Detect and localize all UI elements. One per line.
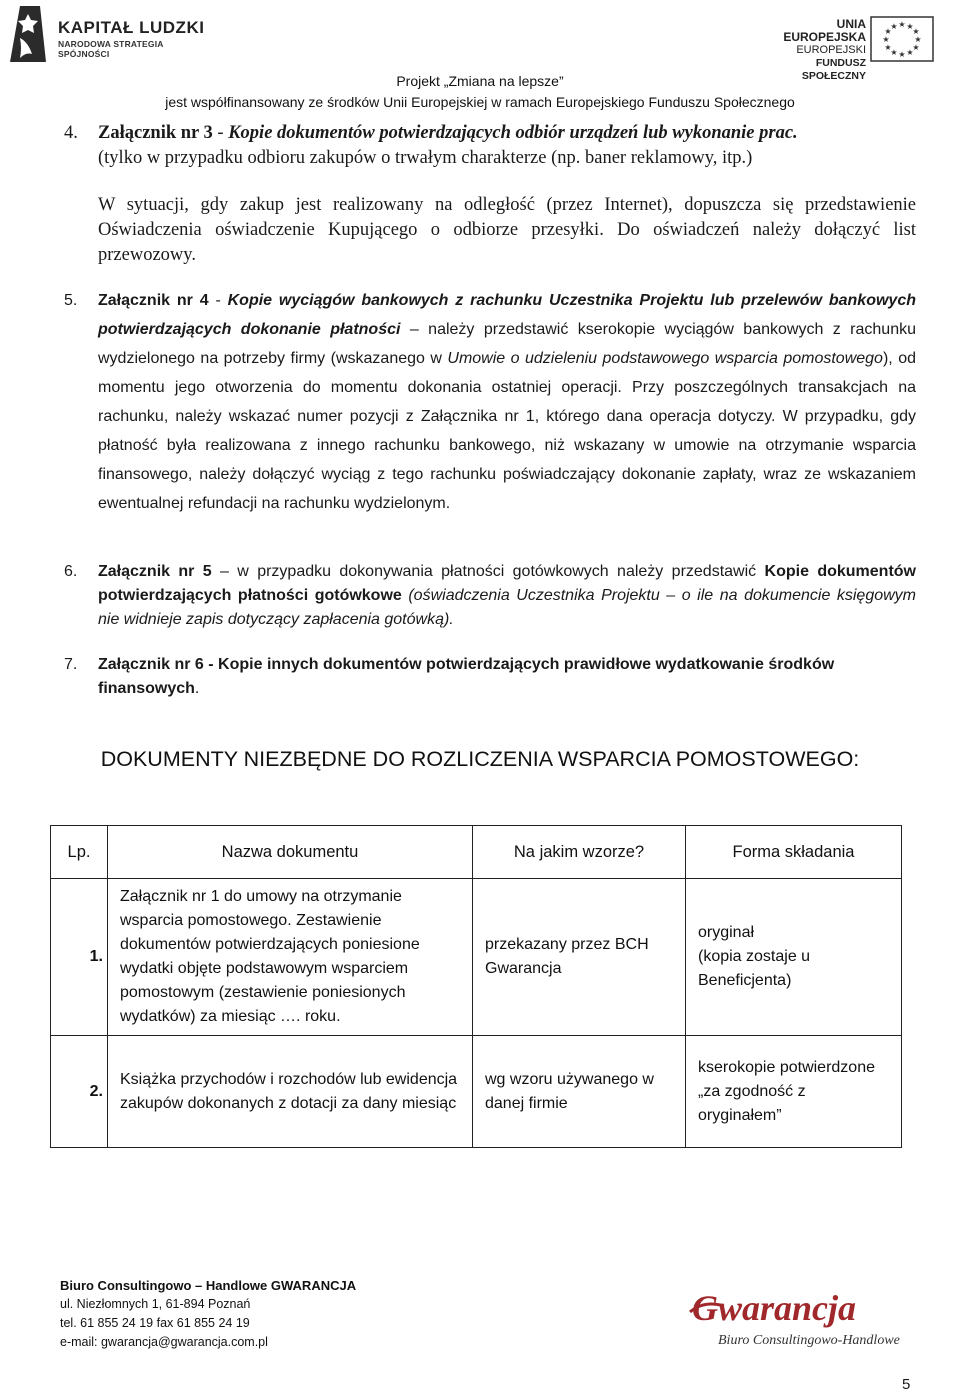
eu-flag-icon <box>870 16 934 62</box>
eu-logo-line2: EUROPEJSKI <box>796 44 866 56</box>
row-form <box>686 879 902 1036</box>
eu-logo <box>754 10 954 82</box>
attachment-italic: (oświadczenia Uczestnika Projektu – o ile na dokumencie księgowym nie widnieje zapis dotyczący zapłacenia gotówką). <box>98 587 917 628</box>
footer-contact <box>60 1276 356 1352</box>
footer-email: e-mail: gwarancja@gwarancja.com.pl <box>60 1335 268 1349</box>
attachment-paragraph: W sytuacji, gdy zakup jest realizowany na odległość (przez Internet), dopuszcza się przedstawienie Oświadczenia oświadczenie Kupującego o odbiorze przesyłki. Do oświadczeń należy dołączyć list przewozowy. <box>98 195 916 265</box>
header-name: Nazwa dokumentu <box>108 826 473 879</box>
row-lp: 1. <box>51 879 108 1036</box>
attachment-label: Załącznik nr 3 <box>98 123 213 143</box>
attachment-italic: Umowie o udzieleniu podstawowego wsparcia pomostowego <box>447 350 883 367</box>
separator: - <box>203 656 219 673</box>
row-form-text: oryginał (kopia zostaje u Beneficjenta) <box>698 924 811 989</box>
separator: - <box>208 292 228 309</box>
row-pattern <box>473 879 686 1036</box>
row-pattern <box>473 1036 686 1148</box>
table-header-row <box>51 826 902 879</box>
table-row <box>51 879 902 1036</box>
header-form: Forma składania <box>686 826 902 879</box>
documents-table <box>50 825 902 1148</box>
list-item-7 <box>64 653 916 701</box>
project-name: Projekt „Zmiana na lepsze” <box>396 73 564 89</box>
svg-text:★: ★ <box>906 22 914 31</box>
kapital-ludzki-logo <box>6 4 206 64</box>
attachment-label: Załącznik nr 5 <box>98 563 212 580</box>
row-name <box>108 879 473 1036</box>
attachment-text: – należy przedstawić kserokopie wyciągów bankowych z rachunku wydzielonego na potrzeby firmy (wskazanego w <box>98 321 916 367</box>
eu-logo-line1: UNIA EUROPEJSKA <box>783 17 866 44</box>
item-number: 6. <box>64 563 78 580</box>
footer-company: Biuro Consultingowo – Handlowe GWARANCJA <box>60 1278 357 1293</box>
footer-phone: tel. 61 855 24 19 fax 61 855 24 19 <box>60 1316 250 1330</box>
footer-address: ul. Niezłomnych 1, 61-894 Poznań <box>60 1297 251 1311</box>
row-form <box>686 1036 902 1148</box>
attachment-label: Załącznik nr 6 <box>98 656 204 673</box>
row-name-text: Książka przychodów i rozchodów lub ewidencja zakupów dokonanych z dotacji za dany miesiąc <box>120 1070 458 1112</box>
row-form-text: kserokopie potwierdzone „za zgodność z oryginałem” <box>698 1058 875 1124</box>
list-item-6 <box>64 560 916 632</box>
svg-text:★: ★ <box>898 20 906 29</box>
row-lp: 2. <box>51 1036 108 1148</box>
item-number: 4. <box>64 123 78 143</box>
svg-text:★: ★ <box>906 48 914 57</box>
svg-text:★: ★ <box>890 22 898 31</box>
attachment-title: Kopie dokumentów potwierdzających odbiór urządzeń lub wykonanie prac. <box>228 123 798 143</box>
header-lp: Lp. <box>51 826 108 879</box>
svg-text:★: ★ <box>884 27 892 36</box>
documents-heading: DOKUMENTY NIEZBĘDNE DO ROZLICZENIA WSPARCIA POMOSTOWEGO: <box>100 747 860 771</box>
attachment-text: – w przypadku dokonywania płatności gotówkowych należy przedstawić <box>211 563 765 580</box>
kapital-ludzki-icon <box>6 4 50 66</box>
gwarancja-logo-icon <box>682 1282 922 1352</box>
svg-text:★: ★ <box>884 43 892 52</box>
left-logo-subtitle: NARODOWA STRATEGIA SPÓJNOŚCI <box>58 39 164 59</box>
attachment-title: Kopie innych dokumentów potwierdzających prawidłowe wydatkowanie środków finansowych <box>98 656 835 697</box>
separator: - <box>212 123 229 143</box>
item-number: 5. <box>64 292 78 309</box>
attachment-end: . <box>194 680 200 697</box>
table-row <box>51 1036 902 1148</box>
header-pattern: Na jakim wzorze? <box>473 826 686 879</box>
attachment-text-2: ), od momentu jego otworzenia do momentu dokonania ostatniej operacji. Przy poszczególnych transakcjach na rachunku, należy wskazać numer pozycji z Załącznika nr 1, którego dana operacja dotyczy. W przypadku, gdy płatność była realizowana z innego rachunku bankowego, niż wskazany w umowie na otrzymanie wsparcia finansowego, należy dołączyć wyciąg z tego rachunku poświadczający dokonanie zapłaty, wraz ze wskazaniem ewentualnej refundacji na rachunku wydzielonym. <box>98 350 916 512</box>
svg-text:★: ★ <box>912 43 920 52</box>
item-number: 7. <box>64 656 78 673</box>
gwarancja-logo <box>682 1282 922 1352</box>
list-item-4 <box>64 121 916 268</box>
page-number: 5 <box>902 1376 911 1393</box>
cofinance-line: jest współfinansowany ze środków Unii Europejskiej w ramach Europejskiego Funduszu Społecznego <box>165 94 795 110</box>
row-pattern-text: przekazany przez BCH Gwarancja <box>485 936 649 977</box>
svg-text:★: ★ <box>912 27 920 36</box>
eu-logo-line3: FUNDUSZ SPOŁECZNY <box>801 57 866 82</box>
attachment-note: (tylko w przypadku odbioru zakupów o trwałym charakterze (np. baner reklamowy, itp.) <box>98 148 753 168</box>
row-name <box>108 1036 473 1148</box>
row-name-text: Załącznik nr 1 do umowy na otrzymanie wsparcia pomostowego. Zestawienie dokumentów potwierdzających poniesione wydatki objęte podstawowym wsparciem pomostowym (zestawienie poniesionych wydatków) za miesiąc …. roku. <box>120 888 420 1025</box>
svg-text:★: ★ <box>914 35 922 44</box>
logo-word: Gwarancja <box>692 1288 857 1328</box>
left-logo-title: KAPITAŁ LUDZKI <box>58 18 205 37</box>
list-item-5 <box>64 286 916 518</box>
logo-subtitle: Biuro Consultingowo-Handlowe <box>718 1333 900 1348</box>
attachment-title: Kopie wyciągów bankowych z rachunku Uczestnika Projektu lub przelewów bankowych potwierdzających dokonanie płatności <box>98 292 916 338</box>
svg-text:★: ★ <box>898 50 906 59</box>
row-pattern-text: wg wzoru używanego w danej firmie <box>485 1070 654 1112</box>
attachment-bold: Kopie dokumentów potwierdzających płatności gotówkowe <box>98 563 916 604</box>
svg-text:★: ★ <box>882 35 890 44</box>
attachment-label: Załącznik nr 4 <box>98 292 209 309</box>
svg-text:★: ★ <box>890 48 898 57</box>
